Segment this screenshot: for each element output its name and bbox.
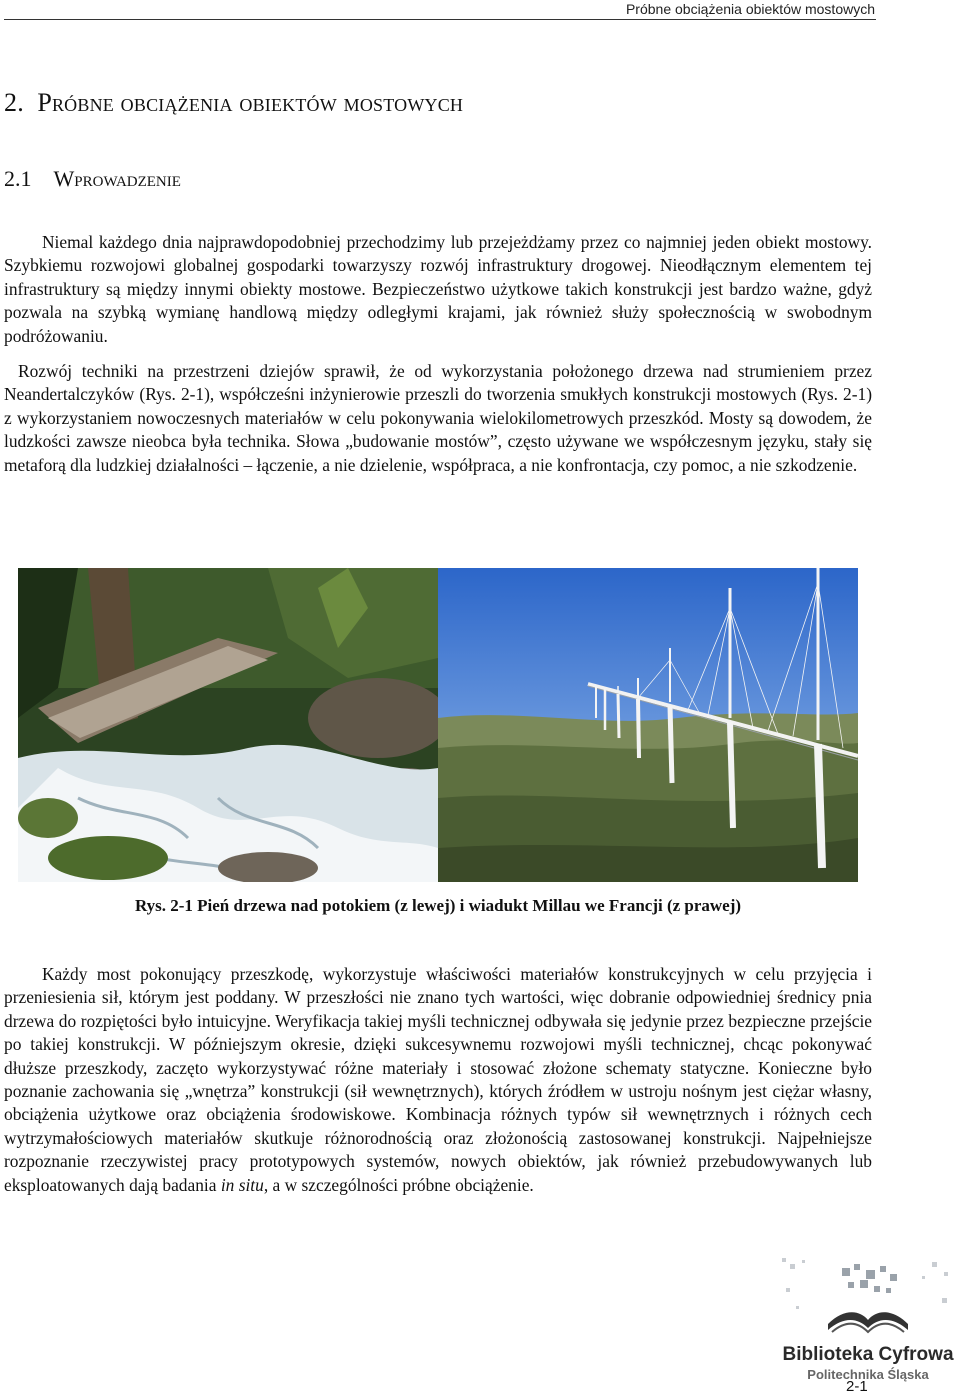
chapter-number: 2. [4,88,24,117]
biblioteka-cyfrowa-logo [782,1258,954,1388]
paragraph-materials [4,963,872,1197]
logo-title: Biblioteka Cyfrowa [782,1344,954,1365]
paragraph-materials-ending: , a w szczególności próbne obciążenie. [263,1174,534,1195]
paragraph-history: Rozwój techniki na przestrzeni dziejów sprawił, że od wykorzystania położonego drzewa nad strumieniem przez Neandertalczyków (Rys. 2-1), współcześni inżynierowie przeszli do tworzenia smukłych konstrukcji mostowych (Rys. 2-1) z wykorzystaniem nowoczesnych materiałów w celu pokonywania wielokilometrowych przeszkód. Mosty są dowodem, że ludzkości zawsze nieobca była technika. Słowa „budowanie mostów”, często używane we współczesnym języku, stały się metaforą dla ludzkiej działalności – łączenie, a nie dzielenie, współpraca, a nie konfrontacja, czy pomoc, a nie szkodzenie. [4,361,872,475]
logo-subtitle: Politechnika Śląska [807,1367,929,1382]
running-header: Próbne obciążenia obiektów mostowych [625,1,875,17]
section-heading [4,166,181,192]
paragraph-materials-text: Każdy most pokonujący przeszkodę, wykorzystuje właściwości materiałów konstrukcyjnych w celu przyjęcia i przeniesienia sił, którym jest poddany. W przeszłości nie znano tych wartości, więc dobranie odpowiedniej średnicy pnia drzewa do rozpiętości było intuicyjne. Weryfikacja takiej myśli technicznej odbywała się jedynie przez bezpieczne przejście po takiej konstrukcji. W późniejszym okresie, dzięki sukcesywnemu rozwojowi myśli technicznej, chcąc pokonywać dłuższe przeszkody, zaczęto wykorzystywać różne materiały i stosować złożone schematy statyczne. Konieczne było poznanie zachowania się „wnętrza” konstrukcji (sił wewnętrznych), których źródłem w ustroju nośnym jest ciężar własny, obciążenia użytkowe oraz obciążenia środowiskowe. Kombinacja różnych typów sił wewnętrznych i różnych cech wytrzymałościowych materiałów skutkuje różnorodnością oraz złożonością zastosowanej konstrukcji. Najpełniejsze rozpoznanie rzeczywistej pracy prototypowych systemów, nowych obiektów, jak również przebudowywanych lub eksploatowanych dają badania [4,964,872,1195]
photo-tree-trunk-over-stream [18,568,438,882]
chapter-title: Próbne obciążenia obiektów mostowych [37,88,464,117]
photo-millau-viaduct [438,568,858,882]
chapter-heading [4,88,463,118]
paragraph-intro: Niemal każdego dnia najprawdopodobniej przechodzimy lub przejeżdżamy przez co najmniej jeden obiekt mostowy. Szybkiemu rozwojowi globalnej gospodarki towarzyszy rozwój infrastruktury drogowej. Nieodłącznym elementem tej infrastruktury są między innymi obiekty mostowe. Bezpieczeństwo użytkowe takich konstrukcji jest bardzo ważne, gdyż pozwala na szybką wymianę handlową między odległymi krajami, jak również służy społecznością w swobodnym podróżowaniu. [4,232,872,346]
figure-caption: Rys. 2-1 Pień drzewa nad potokiem (z lewej) i wiadukt Millau we Francji (z prawej) [134,896,742,915]
section-title: Wprowadzenie [53,166,181,191]
page-number: 2-1 [846,1378,868,1395]
italic-term: in situ [220,1174,264,1195]
section-number: 2.1 [4,166,32,191]
header-rule [4,19,876,20]
